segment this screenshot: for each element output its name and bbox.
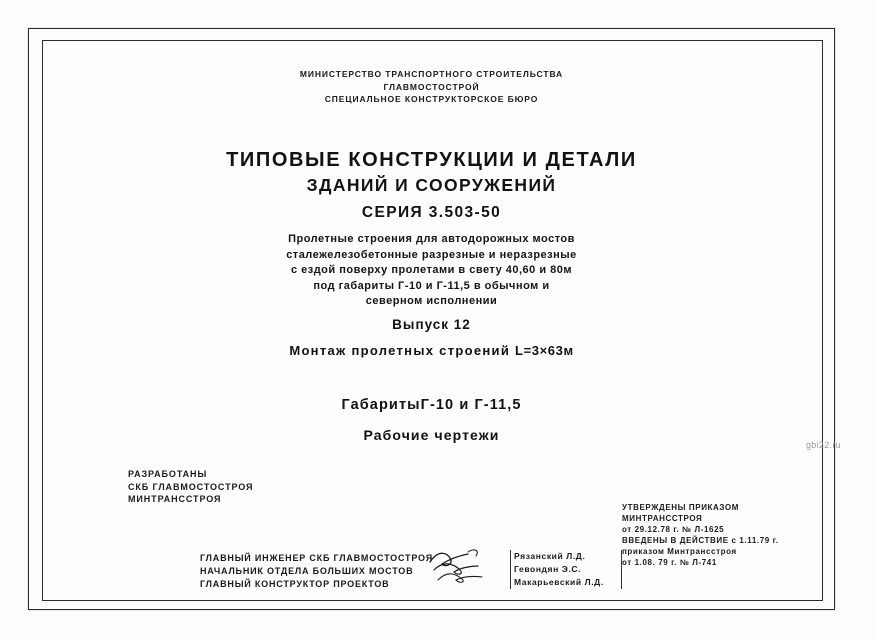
signatory-role-2: НАЧАЛЬНИК ОТДЕЛА БОЛЬШИХ МОСТОВ: [200, 566, 414, 576]
signatory-role-1: ГЛАВНЫЙ ИНЖЕНЕР СКБ ГЛАВМОСТОСТРОЯ: [200, 553, 433, 563]
subtitle-block: [42, 232, 821, 310]
ministry-line: МИНИСТЕРСТВО ТРАНСПОРТНОГО СТРОИТЕЛЬСТВА: [299, 69, 564, 79]
developed-by-line-3: МИНТРАНССТРОЯ: [128, 494, 222, 504]
developed-by-line-1: РАЗРАБОТАНЫ: [128, 469, 208, 479]
approved-by-line-4: приказом Минтрансстроя: [622, 547, 737, 556]
subtitle-line-5: северном исполнении: [365, 295, 498, 307]
signatory-name-1: Рязанский Л.Д.: [510, 550, 622, 563]
organization-block: [42, 68, 821, 106]
signatory-name-3: Макарьевский Л.Д.: [510, 576, 622, 589]
series-number: СЕРИЯ 3.503-50: [361, 204, 502, 221]
subtitle-line-1: Пролетные строения для автодорожных мостов: [288, 233, 575, 245]
mounting-label: Монтаж пролетных строений: [289, 343, 511, 358]
approved-by-line-3: ВВЕДЕНЫ В ДЕЙСТВИЕ с 1.11.79 г.: [622, 536, 779, 545]
signatory-name-2: Гевондян Э.С.: [510, 563, 622, 576]
approved-by-line-1: УТВЕРЖДЕНЫ ПРИКАЗОМ МИНТРАНССТРОЯ: [622, 503, 739, 523]
handwritten-signature-icon: [424, 546, 508, 588]
design-bureau-line: СПЕЦИАЛЬНОЕ КОНСТРУКТОРСКОЕ БЮРО: [324, 94, 539, 104]
subtitle-line-3: с ездой поверху пролетами в свету 40,60 и 80м: [290, 264, 573, 276]
developed-by-line-2: СКБ ГЛАВМОСТОСТРОЯ: [128, 481, 254, 492]
names-block: [510, 550, 622, 589]
approved-by-block: [622, 502, 821, 568]
approved-by-line-2: от 29.12.78 г. № Л-1625: [622, 525, 725, 534]
title-line-1: ТИПОВЫЕ КОНСТРУКЦИИ И ДЕТАЛИ: [226, 149, 637, 171]
approved-by-line-5: от 1.08. 79 г. № Л-741: [622, 558, 717, 567]
document-title: [42, 148, 821, 198]
signatories-block: [200, 552, 433, 591]
developed-by-block: [128, 468, 253, 506]
subtitle-line-4: под габариты Г-10 и Г-11,5 в обычном и: [313, 279, 550, 292]
gabarites-line: ГабаритыГ-10 и Г-11,5: [341, 397, 522, 413]
glavmostostroy-line: ГЛАВМОСТОСТРОЙ: [383, 81, 480, 92]
mounting-length: L=3×63м: [515, 343, 574, 358]
title-page-content: [42, 40, 821, 599]
issue-number: Выпуск 12: [392, 317, 471, 332]
working-drawings-line: Рабочие чертежи: [363, 427, 500, 443]
mounting-line: [42, 343, 821, 358]
title-line-2: ЗДАНИЙ И СООРУЖЕНИЙ: [306, 175, 557, 195]
signatory-role-3: ГЛАВНЫЙ КОНСТРУКТОР ПРОЕКТОВ: [200, 579, 390, 589]
watermark-text: gbi22.ru: [806, 440, 841, 450]
subtitle-line-2: сталежелезобетонные разрезные и неразрезные: [286, 248, 577, 261]
